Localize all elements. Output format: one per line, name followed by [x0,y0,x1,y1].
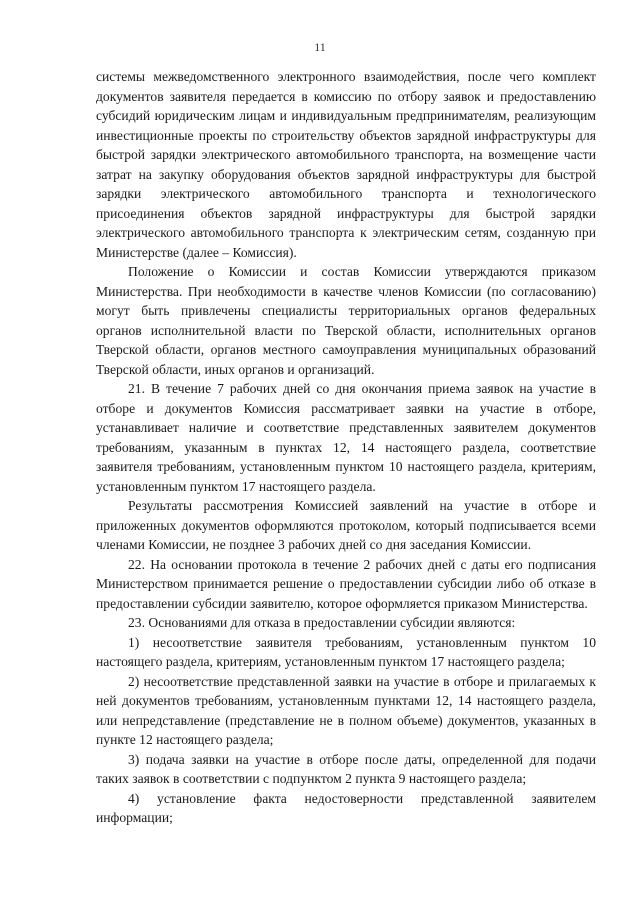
paragraph-item-22: 22. На основании протокола в течение 2 рабочих дней с даты его подписания Министерством принимается решение о предоставлении субсидии либо об отказе в предоставлении субсидии заявителю, которое оформляется приказом Министерства. [96,556,596,611]
paragraph-commission-composition: Положение о Комиссии и состав Комиссии утверждаются приказом Министерства. При необходимости в качестве членов Комиссии (по согласованию) могут быть привлечены специалисты территориальных органов федеральных органов исполнительной власти по Тверской области, исполнительных органов Тверской области, органов местного самоуправления муниципальных образований Тверской области, иных органов и организаций. [96,264,596,377]
list-item-refusal-1: 1) несоответствие заявителя требованиям, установленным пунктом 10 настоящего раздела, критериям, установленным пунктом 17 настоящего раздела; [96,634,596,669]
list-item-refusal-3: 3) подача заявки на участие в отборе после даты, определенной для подачи таких заявок в соответствии с подпунктом 2 пункта 9 настоящего раздела; [96,751,596,786]
page-number: 11 [314,40,326,54]
list-item-refusal-2: 2) несоответствие представленной заявки на участие в отборе и прилагаемых к ней документов требованиям, установленным пунктами 12, 14 настоящего раздела, или непредставление (представление не в полном объеме) документов, указанных в пункте 12 настоящего раздела; [96,673,596,747]
paragraph-item-23: 23. Основаниями для отказа в предоставлении субсидии являются: [128,615,516,630]
paragraph-review-results: Результаты рассмотрения Комиссией заявлений на участие в отборе и приложенных документов оформляются протоколом, который подписывается всеми членами Комиссии, не позднее 3 рабочих дней со дня заседания Комиссии. [96,498,596,552]
list-item-refusal-4: 4) установление факта недостоверности представленной заявителем информации; [96,790,596,825]
paragraph-item-21: 21. В течение 7 рабочих дней со дня окончания приема заявок на участие в отборе и документов Комиссия рассматривает заявки на участие в отборе, устанавливает наличие и соответствие представленных заявителем документов требованиям, указанным в пунктах 12, 14 настоящего раздела, соответствие заявителя требованиям, установленным пунктом 10 настоящего раздела, критериям, установленным пунктом 17 настоящего раздела. [96,381,596,494]
paragraph-commission-creation: системы межведомственного электронного взаимодействия, после чего комплект документов заявителя передается в комиссию по отбору заявок и предоставлению субсидий юридическим лицам и индивидуальным предпринимателям, реализующим инвестиционные проекты по строительству объектов зарядной инфраструктуры для быстрой зарядки электрического автомобильного транспорта, на возмещение части затрат на закупку оборудования объектов зарядной инфраструктуры для быстрой зарядки электрического автомобильного транспорта и технологического присоединения объектов зарядной инфраструктуры для быстрой зарядки электрического автомобильного транспорта к электрическим сетям, созданную при Министерстве (далее – Комиссия). [96,69,596,260]
document-body [96,67,596,828]
